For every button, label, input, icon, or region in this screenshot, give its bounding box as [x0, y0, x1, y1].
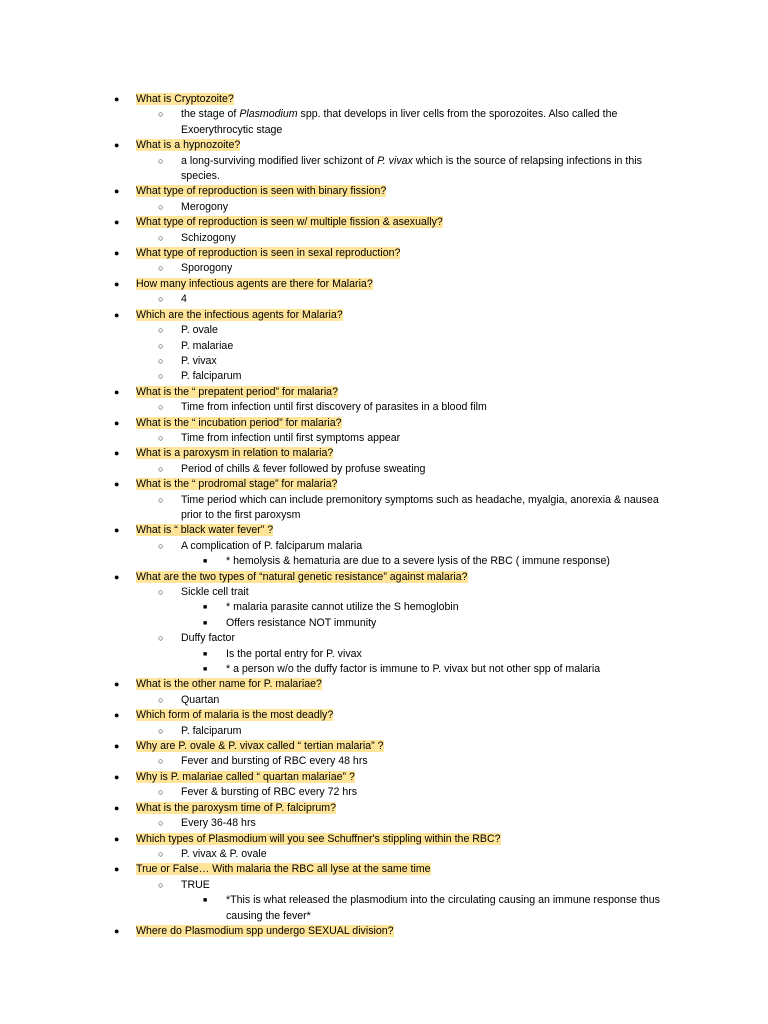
bullet-square-icon: ■: [203, 666, 208, 674]
question-item: [0, 385, 768, 400]
question-item: [0, 523, 768, 538]
answer-text: 4: [181, 293, 187, 306]
answer-item: [0, 369, 768, 384]
bullet-disc-icon: ●: [114, 217, 120, 228]
note-text: * malaria parasite cannot utilize the S hemoglobin: [226, 601, 459, 614]
answer-text: P. falciparum: [181, 724, 242, 737]
question-item: [0, 924, 768, 939]
answer-text: Period of chills & fever followed by profuse sweating: [181, 462, 426, 475]
bullet-circle-icon: ○: [158, 463, 164, 474]
question-text: What is “ black water fever” ?: [136, 524, 274, 537]
answer-item: [0, 785, 768, 800]
answer-text: Time from infection until first symptoms appear: [181, 431, 401, 444]
note-item: [0, 893, 768, 924]
question-item: [0, 708, 768, 723]
bullet-circle-icon: ○: [158, 432, 164, 443]
bullet-square-icon: ■: [203, 558, 208, 566]
answer-text: Every 36-48 hrs: [181, 817, 256, 830]
question-item: [0, 832, 768, 847]
question-text: Which are the infectious agents for Malaria?: [136, 308, 343, 321]
answer-text-italic: Plasmodium: [239, 108, 298, 121]
answer-item: [0, 261, 768, 276]
bullet-circle-icon: ○: [158, 540, 164, 551]
answer-text: P. malariae: [181, 339, 234, 352]
bullet-circle-icon: ○: [158, 232, 164, 243]
answer-text: Fever & bursting of RBC every 72 hrs: [181, 786, 358, 799]
bullet-circle-icon: ○: [158, 201, 164, 212]
question-text: What is the “ prodromal stage” for malaria?: [136, 478, 338, 491]
bullet-disc-icon: ●: [114, 525, 120, 536]
question-text: Why are P. ovale & P. vivax called “ tertian malaria” ?: [136, 740, 384, 753]
answer-item: [0, 462, 768, 477]
bullet-circle-icon: ○: [158, 371, 164, 382]
note-text: Offers resistance NOT immunity: [226, 616, 377, 629]
answer-item: [0, 847, 768, 862]
answer-text: P. vivax & P. ovale: [181, 847, 267, 860]
bullet-square-icon: ■: [203, 619, 208, 627]
question-text: What is Cryptozoite?: [136, 93, 234, 105]
bullet-circle-icon: ○: [158, 155, 164, 166]
bullet-disc-icon: ●: [114, 186, 120, 197]
answer-text: P. vivax: [181, 354, 217, 367]
question-item: [0, 246, 768, 261]
answer-item: [0, 154, 768, 185]
question-text: Where do Plasmodium spp undergo SEXUAL division?: [136, 924, 394, 937]
bullet-circle-icon: ○: [158, 263, 164, 274]
question-item: [0, 215, 768, 230]
bullet-disc-icon: ●: [114, 771, 120, 782]
question-item: [0, 92, 768, 107]
note-item: [0, 616, 768, 631]
answer-item: [0, 754, 768, 769]
note-item: [0, 647, 768, 662]
answer-item: [0, 231, 768, 246]
bullet-circle-icon: ○: [158, 848, 164, 859]
bullet-disc-icon: ●: [114, 833, 120, 844]
answer-text-pre: the stage of: [181, 108, 240, 121]
question-text: Which types of Plasmodium will you see Schuffner's stippling within the RBC?: [136, 832, 501, 845]
bullet-disc-icon: ●: [114, 309, 120, 320]
question-text: What type of reproduction is seen w/ multiple fission & asexually?: [136, 216, 443, 229]
bullet-circle-icon: ○: [158, 694, 164, 705]
question-item: [0, 801, 768, 816]
note-item: [0, 600, 768, 615]
question-text: True or False… With malaria the RBC all lyse at the same time: [136, 863, 431, 876]
answer-item: [0, 431, 768, 446]
question-list: [0, 92, 768, 939]
bullet-disc-icon: ●: [114, 417, 120, 428]
answer-text: P. falciparum: [181, 370, 242, 383]
question-item: [0, 277, 768, 292]
answer-item: [0, 323, 768, 338]
note-text: *This is what released the plasmodium into the circulating causing an immune response thus causing the fever*: [226, 894, 660, 922]
bullet-circle-icon: ○: [158, 355, 164, 366]
answer-item: [0, 400, 768, 415]
answer-text: Merogony: [181, 200, 229, 213]
question-item: [0, 739, 768, 754]
bullet-circle-icon: ○: [158, 109, 164, 120]
answer-text: Schizogony: [181, 231, 236, 244]
question-text: What type of reproduction is seen with binary fission?: [136, 185, 387, 198]
answer-item: [0, 816, 768, 831]
bullet-circle-icon: ○: [158, 587, 164, 597]
bullet-circle-icon: ○: [158, 325, 164, 336]
question-text: How many infectious agents are there for Malaria?: [136, 277, 373, 290]
question-item: [0, 570, 768, 585]
bullet-disc-icon: ●: [114, 479, 120, 490]
bullet-circle-icon: ○: [158, 787, 164, 798]
answer-text-pre: a long-surviving modified liver schizont of: [181, 154, 378, 167]
question-item: [0, 770, 768, 785]
answer-text-post: spp. that develops in liver cells from the sporozoites. Also called the Exoerythrocytic stage: [181, 108, 618, 136]
answer-item: [0, 724, 768, 739]
bullet-circle-icon: ○: [158, 725, 164, 736]
answer-text: A complication of P. falciparum malaria: [181, 539, 363, 552]
question-item: [0, 677, 768, 692]
answer-text: Fever and bursting of RBC every 48 hrs: [181, 755, 368, 768]
note-item: [0, 662, 768, 677]
answer-text: Quartan: [181, 693, 220, 706]
question-text: What is a hypnozoite?: [136, 139, 241, 152]
question-item: [0, 416, 768, 431]
bullet-disc-icon: ●: [114, 925, 120, 936]
note-text: * a person w/o the duffy factor is immune to P. vivax but not other spp of malaria: [226, 663, 601, 676]
bullet-circle-icon: ○: [158, 494, 164, 505]
bullet-circle-icon: ○: [158, 818, 164, 829]
bullet-disc-icon: ●: [114, 802, 120, 813]
answer-text-post: which is the source of relapsing infections in this species.: [181, 154, 642, 183]
answer-item: [0, 631, 768, 646]
question-text: What is the “ incubation period” for malaria?: [136, 416, 342, 429]
answer-item: [0, 354, 768, 369]
question-text: What is the “ prepatent period” for malaria?: [136, 385, 338, 398]
answer-text: Sporogony: [181, 262, 233, 275]
bullet-disc-icon: ●: [114, 248, 120, 259]
answer-text: Time period which can include premonitory symptoms such as headache, myalgia, anorexia & nausea prior to the first paroxysm: [181, 493, 659, 521]
bullet-disc-icon: ●: [114, 741, 120, 752]
question-item: [0, 184, 768, 199]
answer-item: [0, 107, 768, 138]
bullet-circle-icon: ○: [158, 879, 164, 890]
bullet-disc-icon: ●: [114, 448, 120, 459]
question-text: What is the paroxysm time of P. falciprum?: [136, 801, 336, 814]
bullet-disc-icon: ●: [114, 571, 120, 582]
bullet-square-icon: ■: [203, 650, 208, 658]
answer-item: [0, 878, 768, 893]
note-item: [0, 554, 768, 569]
bullet-disc-icon: ●: [114, 679, 120, 690]
bullet-disc-icon: ●: [114, 140, 120, 151]
answer-item: [0, 693, 768, 708]
bullet-square-icon: ■: [203, 897, 208, 905]
bullet-square-icon: ■: [203, 604, 208, 612]
question-text: What type of reproduction is seen in sexal reproduction?: [136, 247, 401, 260]
bullet-disc-icon: ●: [114, 94, 120, 104]
bullet-disc-icon: ●: [114, 864, 120, 875]
answer-item: [0, 200, 768, 215]
answer-text: Duffy factor: [181, 632, 235, 645]
question-item: [0, 862, 768, 877]
question-text: What is the other name for P. malariae?: [136, 678, 322, 691]
answer-text: Sickle cell trait: [181, 586, 249, 598]
bullet-circle-icon: ○: [158, 294, 164, 305]
question-item: [0, 446, 768, 461]
answer-item: [0, 493, 768, 524]
bullet-circle-icon: ○: [158, 633, 164, 644]
answer-text-italic: P. vivax: [377, 154, 413, 167]
answer-item: [0, 539, 768, 554]
question-item: [0, 477, 768, 492]
answer-text: P. ovale: [181, 324, 218, 337]
question-text: Which form of malaria is the most deadly?: [136, 709, 334, 722]
question-text: What is a paroxysm in relation to malaria?: [136, 447, 334, 460]
answer-item: [0, 585, 768, 600]
question-text: Why is P. malariae called “ quartan malariae” ?: [136, 770, 355, 783]
answer-text: TRUE: [181, 878, 210, 891]
answer-text: Time from infection until first discovery of parasites in a blood film: [181, 401, 487, 414]
bullet-circle-icon: ○: [158, 756, 164, 767]
question-item: [0, 308, 768, 323]
answer-item: [0, 339, 768, 354]
bullet-circle-icon: ○: [158, 402, 164, 413]
bullet-disc-icon: ●: [114, 710, 120, 721]
bullet-circle-icon: ○: [158, 340, 164, 351]
answer-item: [0, 292, 768, 307]
note-text: * hemolysis & hematuria are due to a severe lysis of the RBC ( immune response): [226, 555, 610, 568]
bullet-disc-icon: ●: [114, 386, 120, 397]
note-text: Is the portal entry for P. vivax: [226, 647, 362, 660]
question-item: [0, 138, 768, 153]
bullet-disc-icon: ●: [114, 278, 120, 289]
question-text: What are the two types of “natural genetic resistance” against malaria?: [136, 570, 468, 583]
